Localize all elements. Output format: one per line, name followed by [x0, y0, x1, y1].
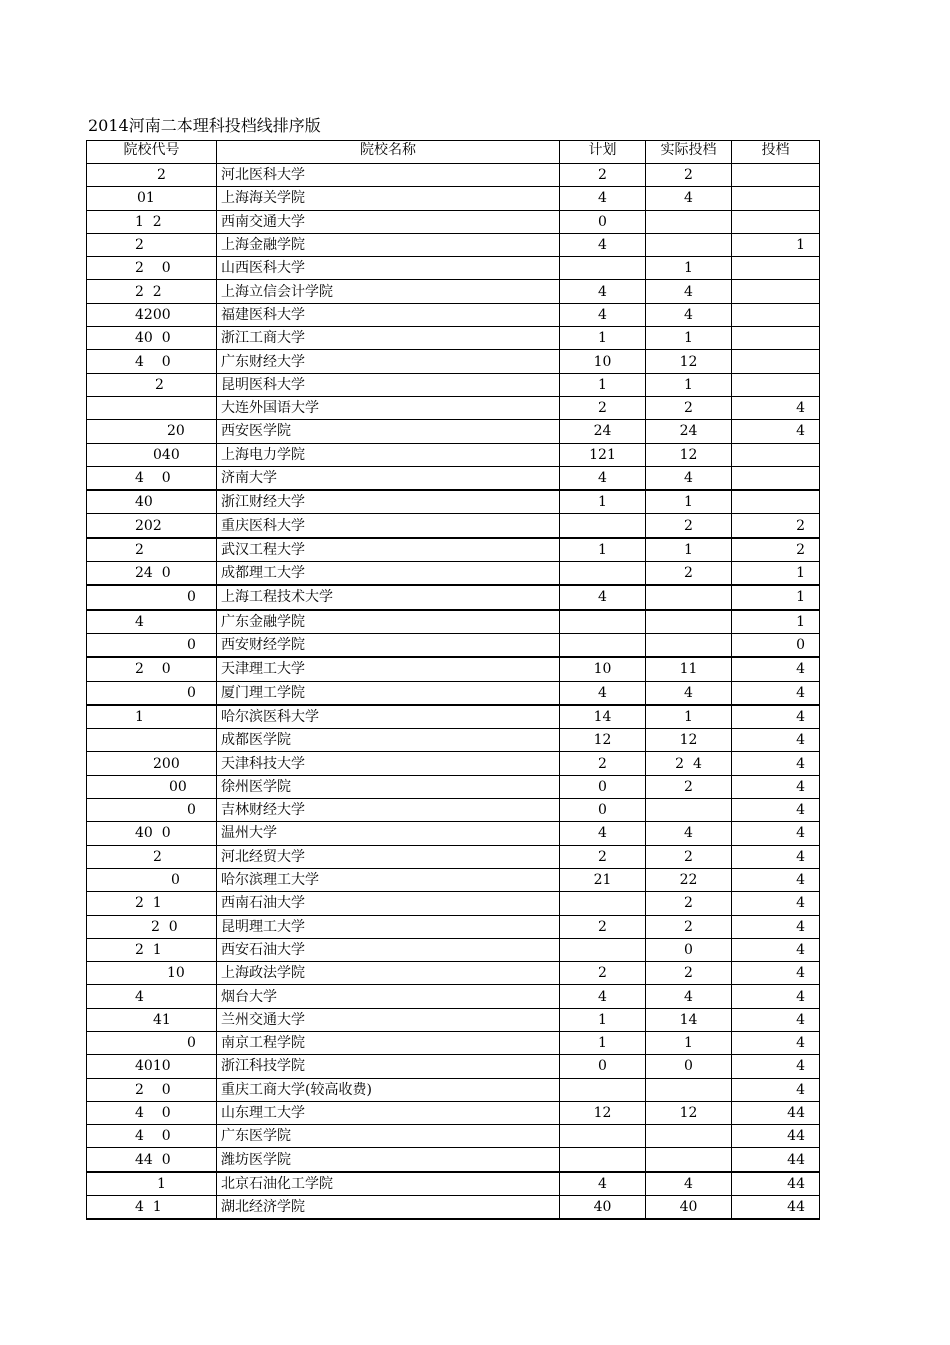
cell-name: 昆明理工大学 [217, 915, 560, 938]
cell-score: 2 [732, 514, 820, 538]
cell-plan: 121 [560, 443, 646, 466]
cell-name: 徐州医学院 [217, 775, 560, 798]
cell-score: 1 [732, 562, 820, 586]
cell-actual: 2 [646, 915, 732, 938]
cell-code: 10 [87, 962, 217, 985]
cell-score [732, 187, 820, 210]
cell-actual: 1 [646, 538, 732, 562]
cell-actual: 1 [646, 327, 732, 350]
cell-score [732, 210, 820, 233]
cell-code: 1 [87, 1172, 217, 1196]
table-row [87, 1031, 820, 1054]
cell-name: 河北经贸大学 [217, 845, 560, 868]
cell-code: 2 [87, 538, 217, 562]
cell-name: 厦门理工学院 [217, 681, 560, 705]
cell-code: 4 [87, 610, 217, 634]
cell-code: 4 0 [87, 1101, 217, 1124]
cell-code: 040 [87, 443, 217, 466]
cell-code: 01 [87, 187, 217, 210]
cell-actual [646, 799, 732, 822]
cell-score: 4 [732, 420, 820, 443]
cell-code: 00 [87, 775, 217, 798]
cell-score: 4 [732, 1078, 820, 1101]
cell-actual: 4 [646, 822, 732, 845]
table-row [87, 915, 820, 938]
cell-name: 上海立信会计学院 [217, 280, 560, 303]
cell-plan: 4 [560, 822, 646, 845]
cell-code: 20 [87, 420, 217, 443]
cell-plan: 4 [560, 233, 646, 256]
cell-plan: 40 [560, 1196, 646, 1220]
cell-name: 上海金融学院 [217, 233, 560, 256]
cell-score: 1 [732, 233, 820, 256]
cell-actual [646, 1078, 732, 1101]
cell-score: 2 [732, 538, 820, 562]
cell-code: 2 1 [87, 892, 217, 915]
table-row [87, 514, 820, 538]
cell-name: 温州大学 [217, 822, 560, 845]
cell-actual [646, 1148, 732, 1172]
cell-name: 重庆工商大学(较高收费) [217, 1078, 560, 1101]
cell-plan: 4 [560, 280, 646, 303]
cell-actual: 4 [646, 280, 732, 303]
cell-actual: 40 [646, 1196, 732, 1220]
cell-score: 4 [732, 962, 820, 985]
table-row [87, 1148, 820, 1172]
cell-score: 4 [732, 938, 820, 961]
table-row [87, 752, 820, 775]
table-row [87, 681, 820, 705]
cell-plan: 1 [560, 373, 646, 396]
cell-code: 2 [87, 233, 217, 256]
cell-plan [560, 938, 646, 961]
cell-score: 44 [732, 1101, 820, 1124]
cell-code: 40 [87, 490, 217, 514]
cell-code: 4 [87, 985, 217, 1008]
cell-score [732, 257, 820, 280]
cell-name: 浙江财经大学 [217, 490, 560, 514]
cell-code: 0 [87, 633, 217, 657]
cell-name: 浙江科技学院 [217, 1055, 560, 1078]
cell-actual: 2 4 [646, 752, 732, 775]
cell-name: 烟台大学 [217, 985, 560, 1008]
table-row [87, 303, 820, 326]
cell-plan: 10 [560, 350, 646, 373]
table-row [87, 420, 820, 443]
cell-actual: 1 [646, 1031, 732, 1054]
cell-name: 西安财经学院 [217, 633, 560, 657]
cell-name: 西安医学院 [217, 420, 560, 443]
table-row [87, 233, 820, 256]
cell-name: 吉林财经大学 [217, 799, 560, 822]
cell-name: 广东金融学院 [217, 610, 560, 634]
cell-code: 4010 [87, 1055, 217, 1078]
cell-plan: 1 [560, 538, 646, 562]
cell-code: 2 0 [87, 657, 217, 681]
table-row [87, 962, 820, 985]
cell-actual: 11 [646, 657, 732, 681]
cell-code: 24 0 [87, 562, 217, 586]
cell-score [732, 443, 820, 466]
cell-score: 0 [732, 633, 820, 657]
cell-plan: 24 [560, 420, 646, 443]
cell-score: 4 [732, 729, 820, 752]
cell-actual: 2 [646, 962, 732, 985]
cell-plan: 4 [560, 187, 646, 210]
cell-score: 4 [732, 657, 820, 681]
table-row [87, 562, 820, 586]
cell-code: 0 [87, 585, 217, 609]
cell-score [732, 164, 820, 187]
cell-score [732, 373, 820, 396]
cell-code: 2 0 [87, 1078, 217, 1101]
cell-plan: 2 [560, 845, 646, 868]
cell-code: 4 0 [87, 350, 217, 373]
cell-score [732, 350, 820, 373]
cell-code: 4 0 [87, 1125, 217, 1148]
table-row [87, 443, 820, 466]
cell-score: 44 [732, 1196, 820, 1220]
cell-actual: 12 [646, 729, 732, 752]
cell-code: 4 1 [87, 1196, 217, 1220]
cell-plan: 1 [560, 1031, 646, 1054]
cell-score: 4 [732, 799, 820, 822]
cell-name: 山东理工大学 [217, 1101, 560, 1124]
cell-score: 4 [732, 892, 820, 915]
cell-code [87, 396, 217, 419]
cell-name: 大连外国语大学 [217, 396, 560, 419]
cell-name: 济南大学 [217, 466, 560, 490]
cell-plan [560, 514, 646, 538]
cell-code: 2 1 [87, 938, 217, 961]
cell-actual: 0 [646, 1055, 732, 1078]
table-row [87, 490, 820, 514]
cell-name: 上海工程技术大学 [217, 585, 560, 609]
cell-name: 南京工程学院 [217, 1031, 560, 1054]
cell-name: 潍坊医学院 [217, 1148, 560, 1172]
cell-name: 广东医学院 [217, 1125, 560, 1148]
cell-name: 山西医科大学 [217, 257, 560, 280]
cell-name: 哈尔滨理工大学 [217, 868, 560, 891]
table-row [87, 1055, 820, 1078]
cell-actual: 4 [646, 466, 732, 490]
cell-score [732, 466, 820, 490]
header-actual: 实际投档 [646, 141, 732, 164]
cell-score [732, 490, 820, 514]
table-row [87, 466, 820, 490]
header-name: 院校名称 [217, 141, 560, 164]
cell-actual: 12 [646, 443, 732, 466]
table-row [87, 657, 820, 681]
table-row [87, 210, 820, 233]
cell-score: 44 [732, 1172, 820, 1196]
cell-name: 北京石油化工学院 [217, 1172, 560, 1196]
cell-actual: 0 [646, 938, 732, 961]
cell-plan [560, 562, 646, 586]
cell-actual: 12 [646, 350, 732, 373]
cell-actual: 1 [646, 257, 732, 280]
cell-code: 4 0 [87, 466, 217, 490]
cell-name: 福建医科大学 [217, 303, 560, 326]
cell-actual: 1 [646, 490, 732, 514]
table-row [87, 1196, 820, 1220]
cell-actual [646, 633, 732, 657]
cell-code: 41 [87, 1008, 217, 1031]
cell-plan: 10 [560, 657, 646, 681]
cell-plan: 0 [560, 1055, 646, 1078]
cell-name: 湖北经济学院 [217, 1196, 560, 1220]
cell-plan: 12 [560, 729, 646, 752]
table-row [87, 892, 820, 915]
table-row [87, 280, 820, 303]
cell-name: 河北医科大学 [217, 164, 560, 187]
cell-name: 哈尔滨医科大学 [217, 705, 560, 729]
cell-name: 天津科技大学 [217, 752, 560, 775]
cell-name: 成都理工大学 [217, 562, 560, 586]
table-row [87, 845, 820, 868]
table-row [87, 1172, 820, 1196]
cell-code: 44 0 [87, 1148, 217, 1172]
cell-actual: 14 [646, 1008, 732, 1031]
table-row [87, 633, 820, 657]
cell-actual: 2 [646, 396, 732, 419]
cell-plan: 4 [560, 1172, 646, 1196]
cell-score [732, 303, 820, 326]
cell-plan [560, 892, 646, 915]
table-row [87, 585, 820, 609]
admission-table [86, 140, 820, 1220]
cell-code: 40 0 [87, 327, 217, 350]
header-row [87, 141, 820, 164]
table-row [87, 538, 820, 562]
cell-code: 2 [87, 373, 217, 396]
cell-score: 4 [732, 396, 820, 419]
cell-plan: 4 [560, 466, 646, 490]
cell-code: 2 0 [87, 915, 217, 938]
table-row [87, 164, 820, 187]
cell-plan [560, 633, 646, 657]
cell-actual: 2 [646, 892, 732, 915]
cell-code: 2 2 [87, 280, 217, 303]
cell-score: 4 [732, 822, 820, 845]
table-row [87, 610, 820, 634]
cell-score: 4 [732, 1008, 820, 1031]
cell-plan: 2 [560, 915, 646, 938]
header-code: 院校代号 [87, 141, 217, 164]
cell-plan [560, 1148, 646, 1172]
cell-code: 4200 [87, 303, 217, 326]
cell-plan [560, 257, 646, 280]
cell-score: 4 [732, 752, 820, 775]
cell-code: 1 [87, 705, 217, 729]
table-row [87, 187, 820, 210]
cell-plan: 1 [560, 1008, 646, 1031]
cell-name: 昆明医科大学 [217, 373, 560, 396]
cell-code: 0 [87, 868, 217, 891]
table-row [87, 729, 820, 752]
cell-score: 1 [732, 585, 820, 609]
cell-actual [646, 1125, 732, 1148]
cell-plan: 0 [560, 799, 646, 822]
cell-plan: 4 [560, 985, 646, 1008]
cell-score: 4 [732, 915, 820, 938]
cell-actual: 12 [646, 1101, 732, 1124]
cell-plan: 2 [560, 164, 646, 187]
cell-code: 40 0 [87, 822, 217, 845]
cell-plan: 1 [560, 490, 646, 514]
cell-actual [646, 210, 732, 233]
cell-actual: 2 [646, 562, 732, 586]
cell-score: 4 [732, 1031, 820, 1054]
cell-score [732, 327, 820, 350]
table-row [87, 705, 820, 729]
cell-code: 202 [87, 514, 217, 538]
cell-actual: 22 [646, 868, 732, 891]
table-row [87, 1078, 820, 1101]
cell-name: 广东财经大学 [217, 350, 560, 373]
cell-actual [646, 585, 732, 609]
cell-actual: 2 [646, 164, 732, 187]
cell-actual [646, 610, 732, 634]
sheet-title: 2014河南二本理科投档线排序版 [88, 116, 321, 135]
cell-score: 44 [732, 1125, 820, 1148]
cell-name: 西南交通大学 [217, 210, 560, 233]
cell-plan: 2 [560, 752, 646, 775]
cell-code: 2 0 [87, 257, 217, 280]
cell-code: 0 [87, 1031, 217, 1054]
cell-score: 4 [732, 845, 820, 868]
cell-name: 兰州交通大学 [217, 1008, 560, 1031]
cell-code: 200 [87, 752, 217, 775]
cell-code: 2 [87, 164, 217, 187]
cell-name: 上海海关学院 [217, 187, 560, 210]
table-row [87, 257, 820, 280]
header-plan: 计划 [560, 141, 646, 164]
table-row [87, 1008, 820, 1031]
cell-name: 天津理工大学 [217, 657, 560, 681]
cell-name: 西安石油大学 [217, 938, 560, 961]
cell-plan [560, 1078, 646, 1101]
header-score: 投档 [732, 141, 820, 164]
table-row [87, 373, 820, 396]
cell-actual: 4 [646, 187, 732, 210]
cell-code: 2 [87, 845, 217, 868]
cell-score: 4 [732, 775, 820, 798]
cell-plan [560, 1125, 646, 1148]
cell-score: 4 [732, 985, 820, 1008]
cell-name: 武汉工程大学 [217, 538, 560, 562]
cell-actual: 4 [646, 681, 732, 705]
cell-plan: 0 [560, 775, 646, 798]
cell-code: 0 [87, 799, 217, 822]
cell-actual: 4 [646, 1172, 732, 1196]
cell-plan: 4 [560, 681, 646, 705]
cell-score: 4 [732, 868, 820, 891]
cell-name: 上海政法学院 [217, 962, 560, 985]
cell-plan [560, 610, 646, 634]
cell-actual: 24 [646, 420, 732, 443]
table-row [87, 350, 820, 373]
cell-code: 1 2 [87, 210, 217, 233]
cell-actual: 1 [646, 373, 732, 396]
table-row [87, 985, 820, 1008]
cell-score [732, 280, 820, 303]
cell-score: 4 [732, 681, 820, 705]
cell-score: 1 [732, 610, 820, 634]
cell-plan: 2 [560, 962, 646, 985]
cell-actual: 1 [646, 705, 732, 729]
cell-name: 上海电力学院 [217, 443, 560, 466]
table-body [87, 164, 820, 1220]
table-row [87, 868, 820, 891]
cell-name: 浙江工商大学 [217, 327, 560, 350]
cell-actual: 2 [646, 514, 732, 538]
table-row [87, 1125, 820, 1148]
cell-code: 0 [87, 681, 217, 705]
cell-actual: 4 [646, 985, 732, 1008]
table-row [87, 1101, 820, 1124]
cell-score: 4 [732, 705, 820, 729]
cell-plan: 21 [560, 868, 646, 891]
cell-score: 44 [732, 1148, 820, 1172]
cell-plan: 4 [560, 303, 646, 326]
cell-code [87, 729, 217, 752]
cell-plan: 12 [560, 1101, 646, 1124]
cell-name: 成都医学院 [217, 729, 560, 752]
table-row [87, 938, 820, 961]
table-row [87, 822, 820, 845]
table-row [87, 775, 820, 798]
table-row [87, 327, 820, 350]
cell-plan: 0 [560, 210, 646, 233]
cell-actual: 2 [646, 845, 732, 868]
cell-score: 4 [732, 1055, 820, 1078]
cell-actual: 4 [646, 303, 732, 326]
cell-name: 重庆医科大学 [217, 514, 560, 538]
cell-plan: 14 [560, 705, 646, 729]
cell-plan: 4 [560, 585, 646, 609]
table-row [87, 396, 820, 419]
table-row [87, 799, 820, 822]
cell-actual: 2 [646, 775, 732, 798]
cell-actual [646, 233, 732, 256]
cell-plan: 1 [560, 327, 646, 350]
cell-plan: 2 [560, 396, 646, 419]
cell-name: 西南石油大学 [217, 892, 560, 915]
